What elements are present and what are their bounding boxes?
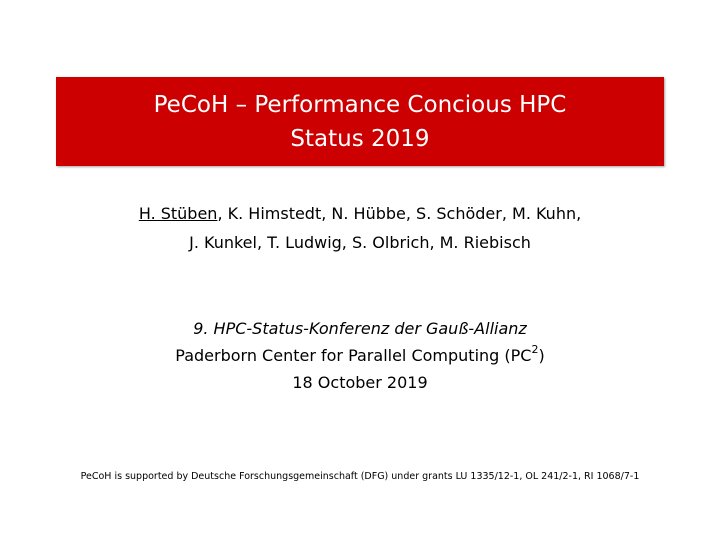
author-line-1 <box>0 199 720 228</box>
author-line-2: J. Kunkel, T. Ludwig, S. Olbrich, M. Riebisch <box>189 233 531 252</box>
presenting-author: H. Stüben <box>138 204 218 223</box>
slide-title: PeCoH – Performance Concious HPC <box>153 92 567 118</box>
event-date: 18 October 2019 <box>292 373 428 392</box>
funding-note: PeCoH is supported by Deutsche Forschungsgemeinschaft (DFG) under grants LU 1335/12-1, OL 241/2-1, RI 1068/7-1 <box>80 471 640 482</box>
slide-subtitle: Status 2019 <box>290 126 430 152</box>
title-banner <box>56 77 664 166</box>
author-list <box>0 199 720 257</box>
venue-superscript: 2 <box>531 342 539 356</box>
conference-name: 9. HPC-Status-Konferenz der Gauß-Allianz <box>193 319 527 338</box>
venue <box>0 342 720 369</box>
co-authors-1: , K. Himstedt, N. Hübbe, S. Schöder, M. Kuhn, <box>217 204 582 223</box>
venue-text: Paderborn Center for Parallel Computing (PC <box>175 346 532 365</box>
venue-close: ) <box>538 346 545 365</box>
event-info <box>0 315 720 396</box>
